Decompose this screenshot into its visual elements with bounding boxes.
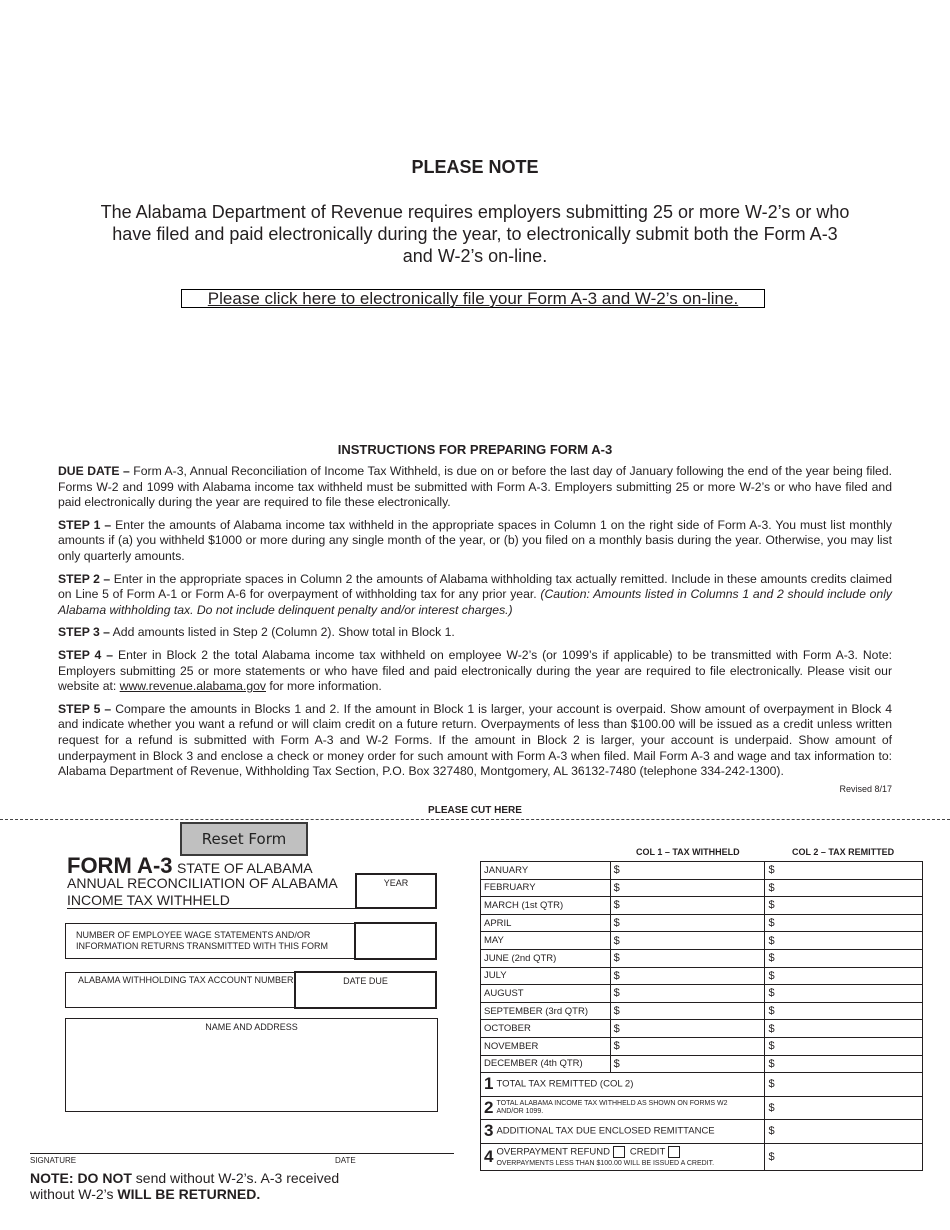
credit-label: CREDIT [629,1146,666,1158]
step2-label: STEP 2 – [58,571,111,586]
currency-symbol: $ [768,1040,775,1053]
signature-line[interactable] [30,1153,454,1154]
block4-row [481,1143,923,1170]
due-date-label: DUE DATE – [58,464,130,478]
form-title: FORM A-3 [67,853,173,878]
currency-symbol: $ [613,899,620,912]
block2-number: 2 [484,1097,494,1117]
name-address-box [65,1018,438,1112]
remitted-cell [765,949,923,967]
block4-label-cell [481,1143,765,1170]
note-suffix: WILL BE RETURNED. [117,1186,261,1202]
block1-amount-cell [765,1073,923,1097]
withheld-amount-input[interactable] [622,1041,752,1052]
withheld-cell [610,879,765,897]
signature-date-label: DATE [335,1156,356,1165]
month-label: SEPTEMBER (3rd QTR) [481,1002,611,1020]
block3-row [481,1120,923,1144]
step1-label: STEP 1 – [58,517,112,532]
withheld-amount-input[interactable] [622,900,752,911]
currency-symbol: $ [768,952,775,965]
refund-label: OVERPAYMENT REFUND [496,1146,610,1158]
date-due-input[interactable] [302,991,432,1005]
month-row [481,862,923,880]
remitted-cell [765,897,923,915]
month-row [481,879,923,897]
month-label: JULY [481,967,611,985]
withheld-cell [610,897,765,915]
currency-symbol: $ [768,1078,775,1091]
employee-count-input[interactable] [359,924,434,956]
cut-label: PLEASE CUT HERE [428,805,522,816]
step5-label: STEP 5 – [58,701,112,716]
remitted-amount-input[interactable] [777,1024,907,1035]
remitted-cell [765,914,923,932]
block3-number: 3 [484,1121,494,1141]
withheld-cell [610,1020,765,1038]
due-date-text: Form A-3, Annual Reconciliation of Income Tax Withheld, is due on or before the last day of January following the end of the year being filed. Forms W-2 and 1099 with Alabama income tax withheld must be submitted with Form A-3. Employers submitting 25 or more W-2’s or who have filed and paid electronically during the year are required to file these electronically. [58,464,892,510]
withheld-amount-input[interactable] [622,1059,752,1070]
month-row [481,1055,923,1073]
note-prefix: NOTE: DO NOT [30,1170,132,1186]
currency-symbol: $ [613,864,620,877]
revised-date: Revised 8/17 [839,784,892,794]
remitted-amount-input[interactable] [777,988,907,999]
month-row [481,897,923,915]
remitted-cell [765,967,923,985]
please-note-body: The Alabama Department of Revenue requires employers submitting 25 or more W-2’s or who have filed and paid electronically during the year, to electronically submit both the Form A-3 and W-2’s on-line. [100,202,850,266]
due-date-paragraph [58,464,892,511]
refund-checkbox[interactable] [613,1146,625,1158]
step3-paragraph [58,625,892,641]
currency-symbol: $ [613,917,620,930]
currency-symbol: $ [613,934,620,947]
block2-amount-input[interactable] [777,1103,907,1114]
currency-symbol: $ [768,1125,775,1138]
month-label: MARCH (1st QTR) [481,897,611,915]
withheld-cell [610,862,765,880]
withheld-amount-input[interactable] [622,988,752,999]
remitted-amount-input[interactable] [777,1006,907,1017]
month-row [481,914,923,932]
remitted-cell [765,879,923,897]
account-number-input[interactable] [76,990,286,1004]
withheld-cell [610,1002,765,1020]
monthly-tax-table [480,861,923,1171]
currency-symbol: $ [768,934,775,947]
remitted-amount-input[interactable] [777,918,907,929]
credit-checkbox[interactable] [668,1146,680,1158]
name-address-label: NAME AND ADDRESS [205,1022,298,1032]
month-row [481,949,923,967]
block3-label: ADDITIONAL TAX DUE ENCLOSED REMITTANCE [496,1125,715,1137]
form-subtitle: ANNUAL RECONCILIATION OF ALABAMA INCOME TAX WITHHELD [67,875,337,908]
month-row [481,1020,923,1038]
step1-text: Enter the amounts of Alabama income tax withheld in the appropriate spaces in Column 1 on the right side of Form A-3. You must list monthly amounts if (a) you withheld $1000 or more during any single month of the year, or (b) you filed on a monthly basis during the year. Otherwise, you may list only quarterly amounts. [58,517,892,563]
withheld-cell [610,949,765,967]
title-underline [67,908,355,909]
step5-paragraph [58,702,892,780]
block4-note: OVERPAYMENTS LESS THAN $100.00 WILL BE ISSUED A CREDIT. [496,1159,715,1167]
block1-number: 1 [484,1074,494,1094]
currency-symbol: $ [613,1057,620,1070]
remitted-cell [765,1055,923,1073]
month-label: DECEMBER (4th QTR) [481,1055,611,1073]
efile-link[interactable]: Please click here to electronically file your Form A-3 and W-2’s on-line. [181,289,765,308]
block2-label-cell [481,1096,765,1120]
month-label: JANUARY [481,862,611,880]
block2-row [481,1096,923,1120]
step2-paragraph [58,572,892,619]
month-row [481,932,923,950]
withheld-amount-input[interactable] [622,971,752,982]
remitted-amount-input[interactable] [777,1059,907,1070]
step4-paragraph [58,648,892,695]
withheld-amount-input[interactable] [622,1024,752,1035]
currency-symbol: $ [613,1022,620,1035]
revenue-website-link[interactable]: www.revenue.alabama.gov [119,679,266,694]
cut-line-divider [0,819,950,820]
block4-amount-input[interactable] [777,1152,907,1163]
remitted-cell [765,862,923,880]
withheld-amount-input[interactable] [622,936,752,947]
instructions-body [58,464,892,787]
date-due-label: DATE DUE [343,976,388,986]
step2-text: Enter in the appropriate spaces in Column 2 the amounts of Alabama withholding tax actually remitted. Include in these amounts credits claimed on Line 5 of Form A-1 or Form A-6 for overpayment of withholding tax for any prior year. [58,571,892,602]
block1-label: TOTAL TAX REMITTED (COL 2) [496,1078,634,1090]
block3-amount-cell [765,1120,923,1144]
month-row [481,1002,923,1020]
currency-symbol: $ [613,1005,620,1018]
withheld-cell [610,932,765,950]
block2-label: TOTAL ALABAMA INCOME TAX WITHHELD AS SHOWN ON FORMS W2 AND/OR 1099. [496,1100,728,1115]
step4-label: STEP 4 – [58,647,114,662]
employee-count-label: NUMBER OF EMPLOYEE WAGE STATEMENTS AND/OR INFORMATION RETURNS TRANSMITTED WITH THIS FORM [76,930,328,951]
block3-amount-input[interactable] [777,1126,907,1137]
block4-labels [496,1146,714,1168]
currency-symbol: $ [613,952,620,965]
remitted-amount-input[interactable] [777,865,907,876]
remitted-amount-input[interactable] [777,883,907,894]
please-note-title: PLEASE NOTE [411,157,539,177]
block4-amount-cell [765,1143,923,1170]
withheld-cell [610,1055,765,1073]
currency-symbol: $ [613,1040,620,1053]
step1-paragraph [58,518,892,565]
note-middle: send without W-2’s. A-3 received without W-2’s [30,1170,340,1202]
step3-label: STEP 3 – [58,625,110,640]
step3-text: Add amounts listed in Step 2 (Column 2). Show total in Block 1. [109,625,455,640]
remitted-amount-input[interactable] [777,936,907,947]
month-label: FEBRUARY [481,879,611,897]
currency-symbol: $ [768,899,775,912]
step2-caution: (Caution: Amounts listed in Columns 1 and 2 should include only Alabama withholding tax. Do not include delinquent penalty and/or interest charges.) [58,587,892,617]
block1-label-cell [481,1073,765,1097]
month-label: MAY [481,932,611,950]
withheld-cell [610,985,765,1003]
block1-amount-input[interactable] [777,1079,907,1090]
withheld-amount-input[interactable] [622,918,752,929]
signature-label: SIGNATURE [30,1156,77,1165]
instructions-title: INSTRUCTIONS FOR PREPARING FORM A-3 [337,442,613,457]
remitted-cell [765,932,923,950]
year-input[interactable] [360,891,434,905]
currency-symbol: $ [768,881,775,894]
currency-symbol: $ [768,969,775,982]
withheld-cell [610,1037,765,1055]
withheld-amount-input[interactable] [622,953,752,964]
employee-count-label-box [65,923,355,959]
month-row [481,985,923,1003]
withheld-cell [610,914,765,932]
currency-symbol: $ [613,987,620,1000]
withheld-amount-input[interactable] [622,865,752,876]
return-warning-note [30,1170,360,1202]
remitted-amount-input[interactable] [777,1041,907,1052]
remitted-cell [765,1020,923,1038]
step5-text: Compare the amounts in Blocks 1 and 2. If the amount in Block 1 is larger, your account is overpaid. Show amount of overpayment in Block 4 and indicate whether you want a refund or will claim credit on a future return. Overpayments of less than $100.00 will be issued as a credit unless written request for a refund is submitted with Form A-3 and W-2 Forms. If the amount in Block 2 is larger, your account is underpaid. Show amount of underpayment in Block 3 and enclose a check or money order for such amount with Form A-3 when filed. Mail Form A-3 and wage and tax information to: Alabama Department of Revenue, Withholding Tax Section, P.O. Box 327480, Montgomery, AL 36132-7480 (telephone 334-242-1300). [58,701,892,779]
reset-form-button[interactable]: Reset Form [180,822,308,856]
name-address-input[interactable] [72,1035,432,1105]
block1-row [481,1073,923,1097]
currency-symbol: $ [768,864,775,877]
summary-blocks [481,1073,923,1171]
account-number-box [65,972,295,1008]
account-number-label: ALABAMA WITHHOLDING TAX ACCOUNT NUMBER [78,975,294,985]
month-label: NOVEMBER [481,1037,611,1055]
employee-count-box [354,922,437,960]
month-label: OCTOBER [481,1020,611,1038]
currency-symbol: $ [768,987,775,1000]
block3-label-cell [481,1120,765,1144]
year-label: YEAR [383,878,409,888]
remitted-amount-input[interactable] [777,971,907,982]
currency-symbol: $ [768,917,775,930]
currency-symbol: $ [613,969,620,982]
remitted-cell [765,1037,923,1055]
withheld-amount-input[interactable] [622,1006,752,1017]
col1-header: COL 1 – TAX WITHHELD [636,847,740,857]
step4-after: for more information. [266,679,382,694]
withheld-cell [610,967,765,985]
form-state: STATE OF ALABAMA [177,860,313,876]
currency-symbol: $ [768,1022,775,1035]
currency-symbol: $ [768,1101,775,1114]
month-row [481,1037,923,1055]
remitted-amount-input[interactable] [777,900,907,911]
month-label: JUNE (2nd QTR) [481,949,611,967]
currency-symbol: $ [768,1057,775,1070]
withheld-amount-input[interactable] [622,883,752,894]
year-box [355,873,437,909]
currency-symbol: $ [768,1150,775,1163]
month-label: AUGUST [481,985,611,1003]
date-due-box [294,971,437,1009]
col2-header: COL 2 – TAX REMITTED [792,847,895,857]
month-rows [481,862,923,1073]
remitted-cell [765,985,923,1003]
block4-number: 4 [484,1146,494,1166]
block2-amount-cell [765,1096,923,1120]
step4-text: Enter in Block 2 the total Alabama income tax withheld on employee W-2’s (or 1099’s if applicable) to be transmitted with Form A-3. Note: Employers submitting 25 or more statements or who have filed and paid electronically during the year are required to file electronically. Please visit our website at: [58,647,892,694]
currency-symbol: $ [768,1005,775,1018]
currency-symbol: $ [613,881,620,894]
month-row [481,967,923,985]
month-label: APRIL [481,914,611,932]
remitted-amount-input[interactable] [777,953,907,964]
remitted-cell [765,1002,923,1020]
